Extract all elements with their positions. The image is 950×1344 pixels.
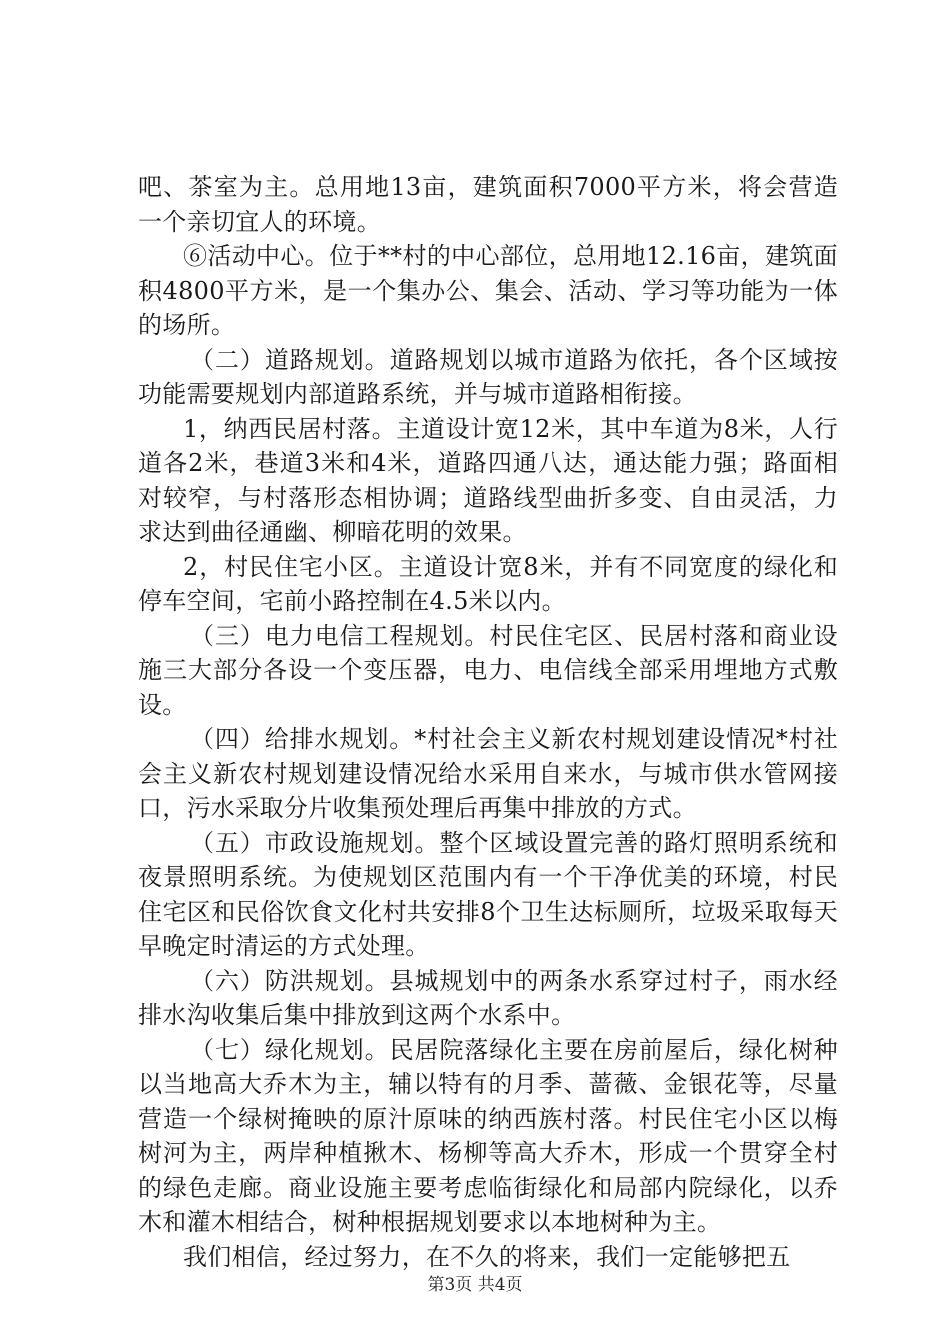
- page-footer: [0, 1270, 950, 1295]
- page-number-label: 第3页 共4页: [427, 1275, 523, 1295]
- paragraph: （七）绿化规划。民居院落绿化主要在房前屋后，绿化树种以当地高大乔木为主，辅以特有的月季、蔷薇、金银花等，尽量营造一个绿树掩映的原汁原味的纳西族村落。村民住宅小区以梅树河为主，两岸种植揪木、杨柳等高大乔木，形成一个贯穿全村的绿色走廊。商业设施主要考虑临街绿化和局部内院绿化，以乔木和灌木相结合，树种根据规划要求以本地树种为主。: [138, 1035, 838, 1236]
- paragraph: 1，纳西民居村落。主道设计宽12米，其中车道为8米，人行道各2米，巷道3米和4米，道路四通八达，通达能力强；路面相对较窄，与村落形态相协调；道路线型曲折多变、自由灵活，力求达到曲径通幽、柳暗花明的效果。: [138, 414, 838, 546]
- paragraph: 2，村民住宅小区。主道设计宽8米，并有不同宽度的绿化和停车空间，宅前小路控制在4.5米以内。: [138, 552, 838, 615]
- paragraph: ⑥活动中心。位于**村的中心部位，总用地12.16亩，建筑面积4800平方米，是一个集办公、集会、活动、学习等功能为一体的场所。: [138, 242, 838, 339]
- document-body: [138, 170, 838, 1274]
- paragraph: （三）电力电信工程规划。村民住宅区、民居村落和商业设施三大部分各设一个变压器，电力、电信线全部采用埋地方式敷设。: [138, 621, 838, 719]
- paragraph: 吧、茶室为主。总用地13亩，建筑面积7000平方米，将会营造一个亲切宜人的环境。: [138, 173, 838, 236]
- paragraph: （六）防洪规划。县城规划中的两条水系穿过村子，雨水经排水沟收集后集中排放到这两个水系中。: [138, 966, 838, 1029]
- paragraph: （二）道路规划。道路规划以城市道路为依托，各个区域按功能需要规划内部道路系统，并与城市道路相衔接。: [138, 345, 838, 408]
- paragraph: （四）给排水规划。*村社会主义新农村规划建设情况*村社会主义新农村规划建设情况给水采用自来水，与城市供水管网接口，污水采取分片收集预处理后再集中排放的方式。: [138, 725, 838, 822]
- paragraph: （五）市政设施规划。整个区域设置完善的路灯照明系统和夜景照明系统。为使规划区范围内有一个干净优美的环境，村民住宅区和民俗饮食文化村共安排8个卫生达标厕所，垃圾采取每天早晚定时清运的方式处理。: [138, 828, 838, 960]
- paragraph: 我们相信，经过努力，在不久的将来，我们一定能够把五: [183, 1242, 791, 1271]
